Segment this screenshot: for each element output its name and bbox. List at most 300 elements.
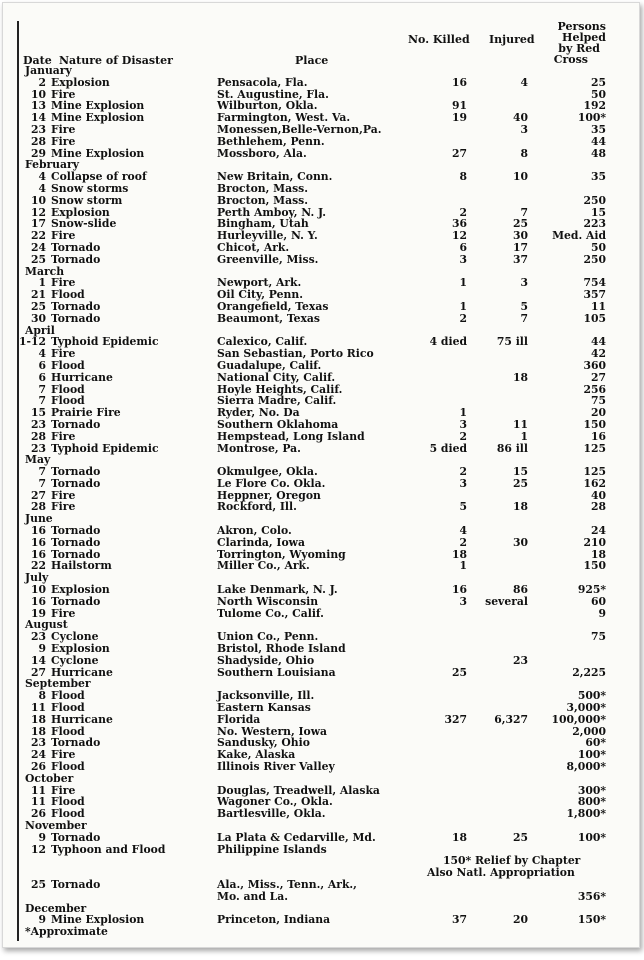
cell-date: 17 (30, 217, 46, 231)
cell-nature: Tornado (51, 240, 101, 254)
month-heading-row (3, 619, 639, 631)
table-row (3, 761, 639, 773)
cell-place: Greenville, Miss. (217, 252, 319, 266)
table-row (3, 77, 639, 89)
cell-killed: 4 died (429, 335, 467, 349)
cell-date: 12 (30, 842, 46, 856)
cell-helped: 105 (583, 311, 606, 325)
cell-helped: 754 (583, 276, 606, 290)
cell-killed: 3 (459, 594, 467, 608)
cell-date: 18 (30, 724, 46, 738)
cell-date: 7 (38, 394, 46, 408)
cell-killed: 2 (459, 205, 467, 219)
cell-date: 1-12 (18, 335, 46, 349)
cell-killed: 19 (451, 111, 467, 125)
cell-place: Wilburton, Okla. (217, 99, 318, 113)
table-row (3, 218, 639, 230)
table-row (3, 242, 639, 254)
cell-nature: Mine Explosion (51, 111, 145, 125)
table-row (3, 195, 639, 207)
cell-helped: 500* (577, 689, 606, 703)
cell-nature: Typhoon and Flood (51, 842, 166, 856)
month-heading: December (25, 901, 87, 915)
cell-helped: 925* (577, 583, 606, 597)
cell-injured: 17 (512, 240, 528, 254)
cell-date: 27 (30, 488, 46, 502)
table-row (3, 301, 639, 313)
cell-nature: Fire (51, 783, 76, 797)
cell-place: Torrington, Wyoming (217, 547, 346, 561)
cell-helped: 356* (577, 889, 606, 903)
cell-place: New Britain, Conn. (217, 170, 333, 184)
cell-nature: Tornado (51, 252, 101, 266)
cell-date: 9 (38, 642, 46, 656)
cell-helped: 18 (590, 547, 606, 561)
cell-date: 24 (30, 240, 46, 254)
table-row (3, 277, 639, 289)
cell-date: 18 (30, 712, 46, 726)
cell-place: Ryder, No. Da (217, 406, 300, 420)
cell-nature: Fire (51, 429, 76, 443)
cell-date: 11 (30, 795, 46, 809)
cell-helped: 150 (583, 559, 606, 573)
cell-helped: 100* (577, 111, 606, 125)
cell-place: Philippine Islands (217, 842, 327, 856)
table-row (3, 254, 639, 266)
cell-helped: 27 (590, 370, 606, 384)
table-row (3, 443, 639, 455)
cell-injured: 18 (512, 500, 528, 514)
cell-helped: 162 (583, 476, 606, 490)
cell-killed: 3 (459, 417, 467, 431)
cell-nature: Fire (51, 500, 76, 514)
month-heading: January (25, 64, 72, 77)
table-row (3, 501, 639, 513)
cell-helped: 125 (583, 441, 606, 455)
cell-nature: Explosion (51, 642, 110, 656)
cell-place: Le Flore Co. Okla. (217, 476, 326, 490)
cell-nature: Flood (51, 288, 85, 302)
cell-date: 19 (30, 606, 46, 620)
cell-nature: Explosion (51, 583, 110, 597)
cell-place: La Plata & Cedarville, Md. (217, 830, 376, 844)
cell-date: 7 (38, 476, 46, 490)
cell-injured: 15 (512, 465, 528, 479)
cell-place: Pensacola, Fla. (217, 75, 308, 89)
table-row (3, 372, 639, 384)
cell-nature: Fire (51, 134, 76, 148)
header-helped-3: by Red (558, 42, 600, 55)
cell-killed: 1 (459, 276, 467, 290)
cell-place: Tulome Co., Calif. (217, 606, 324, 620)
cell-killed: 1 (459, 559, 467, 573)
cell-helped: 357 (583, 288, 606, 302)
cell-place: Southern Oklahoma (217, 417, 339, 431)
cell-helped: 100,000* (551, 712, 606, 726)
cell-date: 7 (38, 465, 46, 479)
cell-nature: Tornado (51, 417, 101, 431)
cell-nature: Explosion (51, 205, 110, 219)
cell-helped: 60* (585, 736, 606, 750)
cell-injured: 3 (520, 122, 528, 136)
cell-killed: 2 (459, 429, 467, 443)
cell-place: Newport, Ark. (217, 276, 302, 290)
cell-injured: 5 (520, 299, 528, 313)
cell-nature: Flood (51, 724, 85, 738)
cell-place: Miller Co., Ark. (217, 559, 310, 573)
cell-nature: Tornado (51, 299, 101, 313)
cell-killed: 16 (451, 75, 467, 89)
month-heading: April (25, 323, 55, 337)
cell-helped: 44 (590, 134, 606, 148)
cell-killed: 6 (459, 240, 467, 254)
newspaper-clipping (2, 2, 640, 948)
month-heading-row (3, 773, 639, 785)
cell-injured: 18 (512, 370, 528, 384)
cell-place: Bristol, Rhode Island (217, 642, 346, 656)
cell-nature: Mine Explosion (51, 99, 145, 113)
month-heading: August (25, 618, 68, 632)
cell-place: No. Western, Iowa (217, 724, 328, 738)
cell-place: Sierra Madre, Calif. (217, 394, 337, 408)
cell-nature: Snow storms (51, 181, 129, 195)
cell-helped: 1,800* (566, 807, 606, 821)
cell-place: North Wisconsin (217, 594, 319, 608)
cell-injured: 8 (520, 146, 528, 160)
cell-nature: Snow-slide (51, 217, 117, 231)
cell-place: Farmington, West. Va. (217, 111, 351, 125)
cell-helped: 44 (590, 335, 606, 349)
table-row (3, 643, 639, 655)
cell-helped: 25 (590, 75, 606, 89)
cell-place: Heppner, Oregon (217, 488, 321, 502)
cell-killed: 5 (459, 500, 467, 514)
cell-helped: 50 (590, 240, 606, 254)
cell-nature: Tornado (51, 830, 101, 844)
cell-helped: 150 (583, 417, 606, 431)
table-row (3, 360, 639, 372)
cell-nature: Hailstorm (51, 559, 112, 573)
cell-helped: Med. Aid (552, 229, 606, 243)
month-heading: October (25, 771, 74, 785)
cell-helped: 360 (583, 358, 606, 372)
cell-helped: 48 (590, 146, 606, 160)
cell-injured: several (485, 594, 528, 608)
disaster-table (3, 65, 639, 938)
cell-nature: Hurricane (51, 712, 113, 726)
table-row (3, 596, 639, 608)
cell-helped: 15 (590, 205, 606, 219)
cell-nature: Tornado (51, 594, 101, 608)
relief-note: 150* Relief by Chapter (443, 854, 581, 868)
cell-nature: Tornado (51, 877, 101, 891)
cell-killed: 5 died (429, 441, 467, 455)
cell-date: 21 (30, 288, 46, 302)
cell-helped: 300* (577, 783, 606, 797)
cell-date: 4 (38, 347, 46, 361)
table-row (3, 313, 639, 325)
table-row (3, 148, 639, 160)
cell-place: Southern Louisiana (217, 665, 336, 679)
cell-killed: 25 (451, 665, 467, 679)
cell-place: Perth Amboy, N. J. (217, 205, 327, 219)
cell-injured: 1 (520, 429, 528, 443)
cell-date: 16 (30, 594, 46, 608)
cell-nature: Fire (51, 347, 76, 361)
month-heading: June (25, 512, 53, 526)
cell-killed: 27 (451, 146, 467, 160)
cell-date: 23 (30, 630, 46, 644)
cell-date: 13 (30, 99, 46, 113)
cell-helped: 192 (583, 99, 606, 113)
month-heading: May (25, 453, 51, 467)
cell-date: 15 (30, 406, 46, 420)
cell-nature: Tornado (51, 736, 101, 750)
cell-helped: 9 (598, 606, 606, 620)
cell-nature: Tornado (51, 465, 101, 479)
table-row (3, 478, 639, 490)
table-row (3, 832, 639, 844)
cell-place: Oil City, Penn. (217, 288, 303, 302)
table-row (3, 714, 639, 726)
cell-date: 6 (38, 358, 46, 372)
relief-note: Also Natl. Appropriation (427, 866, 575, 880)
cell-helped: 11 (590, 299, 606, 313)
cell-place: Montrose, Pa. (217, 441, 301, 455)
header-date: Date (23, 54, 52, 67)
cell-helped: 150* (577, 913, 606, 927)
cell-nature: Flood (51, 358, 85, 372)
cell-helped: 20 (590, 406, 606, 420)
table-row (3, 419, 639, 431)
cell-helped: 75 (590, 630, 606, 644)
table-row (3, 537, 639, 549)
cell-nature: Tornado (51, 524, 101, 538)
cell-nature: Explosion (51, 75, 110, 89)
cell-injured: 37 (512, 252, 528, 266)
cell-nature: Flood (51, 382, 85, 396)
table-row (3, 136, 639, 148)
cell-date: 7 (38, 382, 46, 396)
cell-killed: 18 (451, 830, 467, 844)
cell-helped: 125 (583, 465, 606, 479)
cell-nature: Tornado (51, 476, 101, 490)
cell-date: 2 (38, 75, 46, 89)
table-row (3, 655, 639, 667)
cell-injured: 4 (520, 75, 528, 89)
cell-injured: 86 ill (496, 441, 528, 455)
cell-helped: 2,000 (572, 724, 606, 738)
cell-nature: Collapse of roof (51, 170, 147, 184)
cell-injured: 30 (512, 229, 528, 243)
cell-nature: Flood (51, 689, 85, 703)
cell-injured: 40 (512, 111, 528, 125)
cell-place: Akron, Colo. (217, 524, 292, 538)
cell-date: 9 (38, 913, 46, 927)
cell-killed: 8 (459, 170, 467, 184)
cell-helped: 24 (590, 524, 606, 538)
cell-date: 6 (38, 370, 46, 384)
cell-date: 23 (30, 736, 46, 750)
cell-place: Hurleyville, N. Y. (217, 229, 318, 243)
cell-date: 16 (30, 547, 46, 561)
cell-killed: 2 (459, 311, 467, 325)
month-heading: March (25, 264, 65, 278)
cell-date: 24 (30, 748, 46, 762)
cell-date: 16 (30, 524, 46, 538)
cell-nature: Prairie Fire (51, 406, 121, 420)
month-heading-row (3, 266, 639, 278)
cell-place: Union Co., Penn. (217, 630, 319, 644)
cell-date: 27 (30, 665, 46, 679)
cell-place: Mo. and La. (217, 889, 288, 903)
table-row (3, 667, 639, 679)
cell-date: 28 (30, 429, 46, 443)
month-heading: November (25, 819, 87, 832)
cell-place: Kake, Alaska (217, 748, 296, 762)
header-killed: No. Killed (408, 33, 470, 46)
cell-nature: Hurricane (51, 370, 113, 384)
cell-nature: Fire (51, 488, 76, 502)
footnote-row (3, 926, 639, 938)
cell-nature: Fire (51, 87, 76, 101)
cell-killed: 2 (459, 535, 467, 549)
cell-date: 14 (30, 653, 46, 667)
cell-helped: 800* (577, 795, 606, 809)
cell-helped: 256 (583, 382, 606, 396)
cell-place: Rockford, Ill. (217, 500, 297, 514)
cell-place: Clarinda, Iowa (217, 535, 305, 549)
cell-date: 25 (30, 877, 46, 891)
cell-nature: Tornado (51, 547, 101, 561)
header-helped-2: Helped (562, 31, 606, 44)
cell-injured: 11 (512, 417, 528, 431)
cell-date: 8 (38, 689, 46, 703)
cell-date: 4 (38, 181, 46, 195)
cell-helped: 75 (590, 394, 606, 408)
month-heading-row (3, 678, 639, 690)
cell-nature: Fire (51, 748, 76, 762)
cell-helped: 35 (590, 122, 606, 136)
cell-helped: 50 (590, 87, 606, 101)
cell-nature: Typhoid Epidemic (51, 441, 159, 455)
cell-helped: 223 (583, 217, 606, 231)
cell-nature: Snow storm (51, 193, 123, 207)
cell-place: Brocton, Mass. (217, 181, 309, 195)
cell-place: Sandusky, Ohio (217, 736, 310, 750)
cell-nature: Fire (51, 276, 76, 290)
cell-nature: Cyclone (51, 653, 99, 667)
cell-killed: 37 (451, 913, 467, 927)
cell-injured: 7 (520, 205, 528, 219)
cell-nature: Mine Explosion (51, 913, 145, 927)
cell-helped: 250 (583, 252, 606, 266)
cell-place: Chicot, Ark. (217, 240, 290, 254)
cell-date: 10 (30, 87, 46, 101)
cell-nature: Flood (51, 807, 85, 821)
cell-killed: 4 (459, 524, 467, 538)
header-helped-1: Persons (557, 20, 606, 33)
cell-killed: 91 (451, 99, 467, 113)
cell-nature: Typhoid Epidemic (51, 335, 159, 349)
cell-helped: 3,000* (566, 701, 606, 715)
cell-nature: Flood (51, 760, 85, 774)
cell-date: 23 (30, 441, 46, 455)
cell-injured: 25 (512, 476, 528, 490)
cell-place: Hoyle Heights, Calif. (217, 382, 343, 396)
cell-nature: Fire (51, 229, 76, 243)
cell-killed: 36 (451, 217, 467, 231)
header-nature: Nature of Disaster (59, 54, 173, 67)
cell-injured: 25 (512, 830, 528, 844)
table-row (3, 183, 639, 195)
cell-nature: Fire (51, 606, 76, 620)
cell-date: 16 (30, 535, 46, 549)
cell-killed: 12 (451, 229, 467, 243)
cell-killed: 327 (444, 712, 467, 726)
cell-date: 29 (30, 146, 46, 160)
cell-killed: 3 (459, 252, 467, 266)
cell-date: 28 (30, 500, 46, 514)
cell-helped: 40 (590, 488, 606, 502)
table-row (3, 808, 639, 820)
cell-date: 25 (30, 252, 46, 266)
cell-place: National City, Calif. (217, 370, 336, 384)
cell-nature: Fire (51, 122, 76, 136)
month-heading: July (25, 571, 49, 585)
cell-helped: 42 (590, 347, 606, 361)
table-row (3, 348, 639, 360)
cell-place: Bethlehem, Penn. (217, 134, 325, 148)
cell-place: Ala., Miss., Tenn., Ark., (217, 877, 357, 891)
cell-date: 4 (38, 170, 46, 184)
cell-place: Florida (217, 712, 261, 726)
cell-injured: 86 (512, 583, 528, 597)
cell-date: 25 (30, 299, 46, 313)
cell-place: Eastern Kansas (217, 701, 311, 715)
cell-helped: 60 (590, 594, 606, 608)
cell-killed: 16 (451, 583, 467, 597)
cell-nature: Tornado (51, 311, 101, 325)
cell-place: Shadyside, Ohio (217, 653, 315, 667)
table-row (3, 891, 639, 903)
cell-helped: 210 (583, 535, 606, 549)
cell-injured: 7 (520, 311, 528, 325)
cell-place: Guadalupe, Calif. (217, 358, 322, 372)
header-place: Place (295, 54, 329, 67)
footnote: *Approximate (25, 925, 108, 939)
cell-helped: 8,000* (566, 760, 606, 774)
cell-killed: 2 (459, 465, 467, 479)
cell-date: 9 (38, 830, 46, 844)
cell-nature: Hurricane (51, 665, 113, 679)
cell-killed: 1 (459, 299, 467, 313)
cell-place: St. Augustine, Fla. (217, 87, 329, 101)
cell-helped: 35 (590, 170, 606, 184)
cell-helped: 100* (577, 830, 606, 844)
cell-date: 28 (30, 134, 46, 148)
cell-helped: 28 (590, 500, 606, 514)
table-row (3, 490, 639, 502)
table-row (3, 690, 639, 702)
cell-place: Beaumont, Texas (217, 311, 320, 325)
cell-place: Lake Denmark, N. J. (217, 583, 338, 597)
cell-place: Mossboro, Ala. (217, 146, 307, 160)
cell-date: 30 (30, 311, 46, 325)
cell-injured: 10 (512, 170, 528, 184)
month-heading: February (25, 158, 79, 172)
cell-nature: Flood (51, 394, 85, 408)
